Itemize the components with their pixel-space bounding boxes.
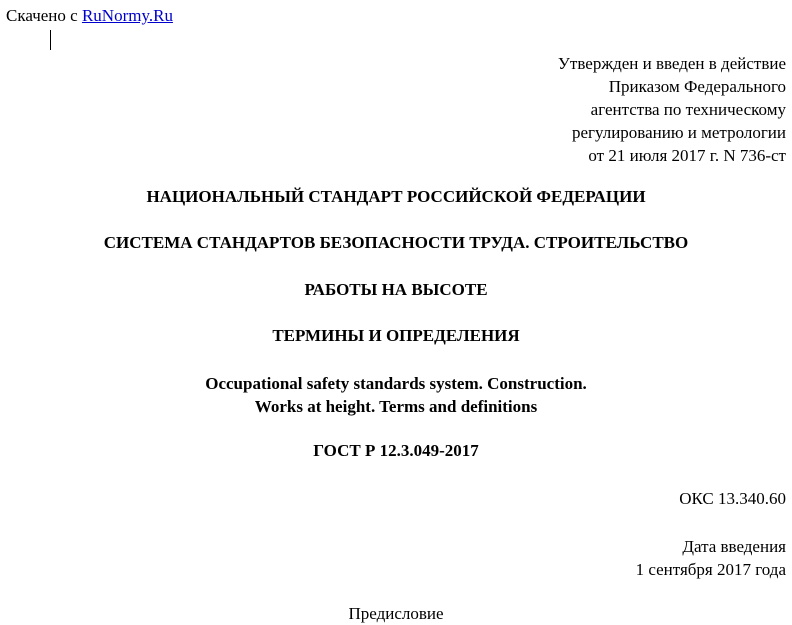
approval-line: от 21 июля 2017 г. N 736-ст [588,146,786,165]
terms-title: ТЕРМИНЫ И ОПРЕДЕЛЕНИЯ [272,326,520,345]
oks-code: ОКС 13.340.60 [679,489,786,508]
download-prefix: Скачено с [6,6,82,25]
download-source-line [6,6,173,26]
approval-block [558,52,786,167]
preface-heading: Предисловие [348,604,444,623]
national-standard-title: НАЦИОНАЛЬНЫЙ СТАНДАРТ РОССИЙСКОЙ ФЕДЕРАЦИИ [146,187,646,206]
gost-number: ГОСТ Р 12.3.049-2017 [313,441,479,460]
text-cursor [50,30,51,50]
english-title [0,372,792,418]
approval-line: регулированию и метрологии [571,123,786,142]
approval-line: Утвержден и введен в действие [557,54,786,73]
intro-date-value: 1 сентября 2017 года [635,560,786,579]
english-title-line2: Works at height. Terms and definitions [254,397,538,416]
approval-line: агентства по техническому [590,100,786,119]
works-title: РАБОТЫ НА ВЫСОТЕ [304,280,488,299]
system-title: СИСТЕМА СТАНДАРТОВ БЕЗОПАСНОСТИ ТРУДА. СТРОИТЕЛЬСТВО [103,233,689,252]
runormy-link[interactable]: RuNormy.Ru [81,6,173,25]
intro-date-label: Дата введения [682,537,786,556]
approval-line: Приказом Федерального [608,77,786,96]
english-title-line1: Occupational safety standards system. Construction. [205,374,587,393]
